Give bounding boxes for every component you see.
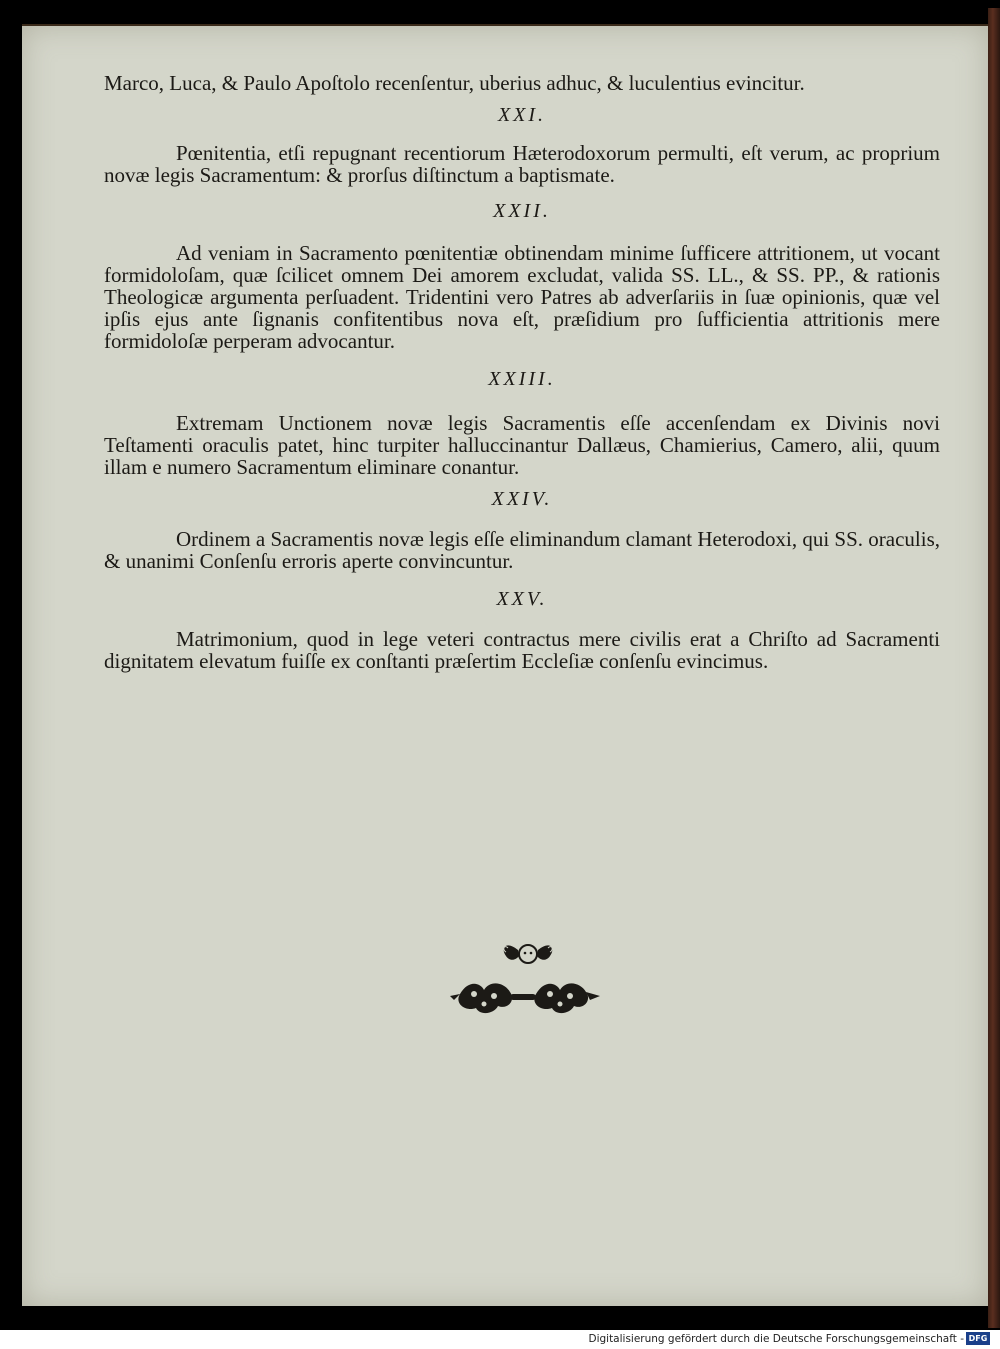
heading-xxiii: XXIII. [488,368,556,390]
digitization-credit: Digitalisierung gefördert durch die Deutsche Forschungsgemeinschaft - [588,1333,964,1345]
heading-xxv: XXV. [496,588,548,610]
paragraph-xxiii: Extremam Unctionem novæ legis Sacramentis eſſe accenſendam ex Divinis novi Teſtamenti oraculis patet, hinc turpiter halluccinantur Dallæus, Chamierius, Camero, alii, quum illam e numero Sacramentum eliminare conantur. [104,411,940,479]
dfg-logo-icon: DFG [966,1332,990,1345]
heading-xxi: XXI. [497,104,547,126]
page-text [104,72,940,672]
paragraph-xxii: Ad veniam in Sacramento pœnitentiæ obtinendam minime ſufficere attritionem, ut vocant formidoloſam, quæ ſcilicet omnem Dei amorem excludat, valida SS. LL., & SS. PP., & rationis Theologicæ argumenta perſuadent. Tridentini vero Patres ab adverſariis in ſuæ opinionis, quæ vel ipſis ejus ante ſignanis confitentibus nova eſt, præſidium pro ſufficientia attritionis mere formidoloſæ perperam advocantur. [104,241,940,353]
paragraph-xxi: Pœnitentia, etſi repugnant recentiorum Hæterodoxorum permulti, eſt verum, ac proprium novæ legis Sacramentum: & prorſus diſtinctum a baptismate. [104,141,940,187]
cherub-ornament-icon [450,938,610,1022]
paragraph-xx-continuation: Marco, Luca, & Paulo Apoſtolo recenſentur, uberius adhuc, & luculentius evincitur. [104,71,805,95]
paragraph-xxv: Matrimonium, quod in lege veteri contractus mere civilis erat a Chriſto ad Sacramenti dignitatem elevatum fuiſſe ex conſtanti præſertim Eccleſiæ conſenſu evincimus. [104,627,940,673]
heading-xxii: XXII. [493,200,551,222]
heading-xxiv: XXIV. [491,488,553,510]
paragraph-xxiv: Ordinem a Sacramentis novæ legis eſſe eliminandum clamant Heterodoxi, qui SS. oraculis, & unanimi Conſenſu erroris aperte convincuntur. [104,527,940,573]
book-edge [988,8,1000,1328]
